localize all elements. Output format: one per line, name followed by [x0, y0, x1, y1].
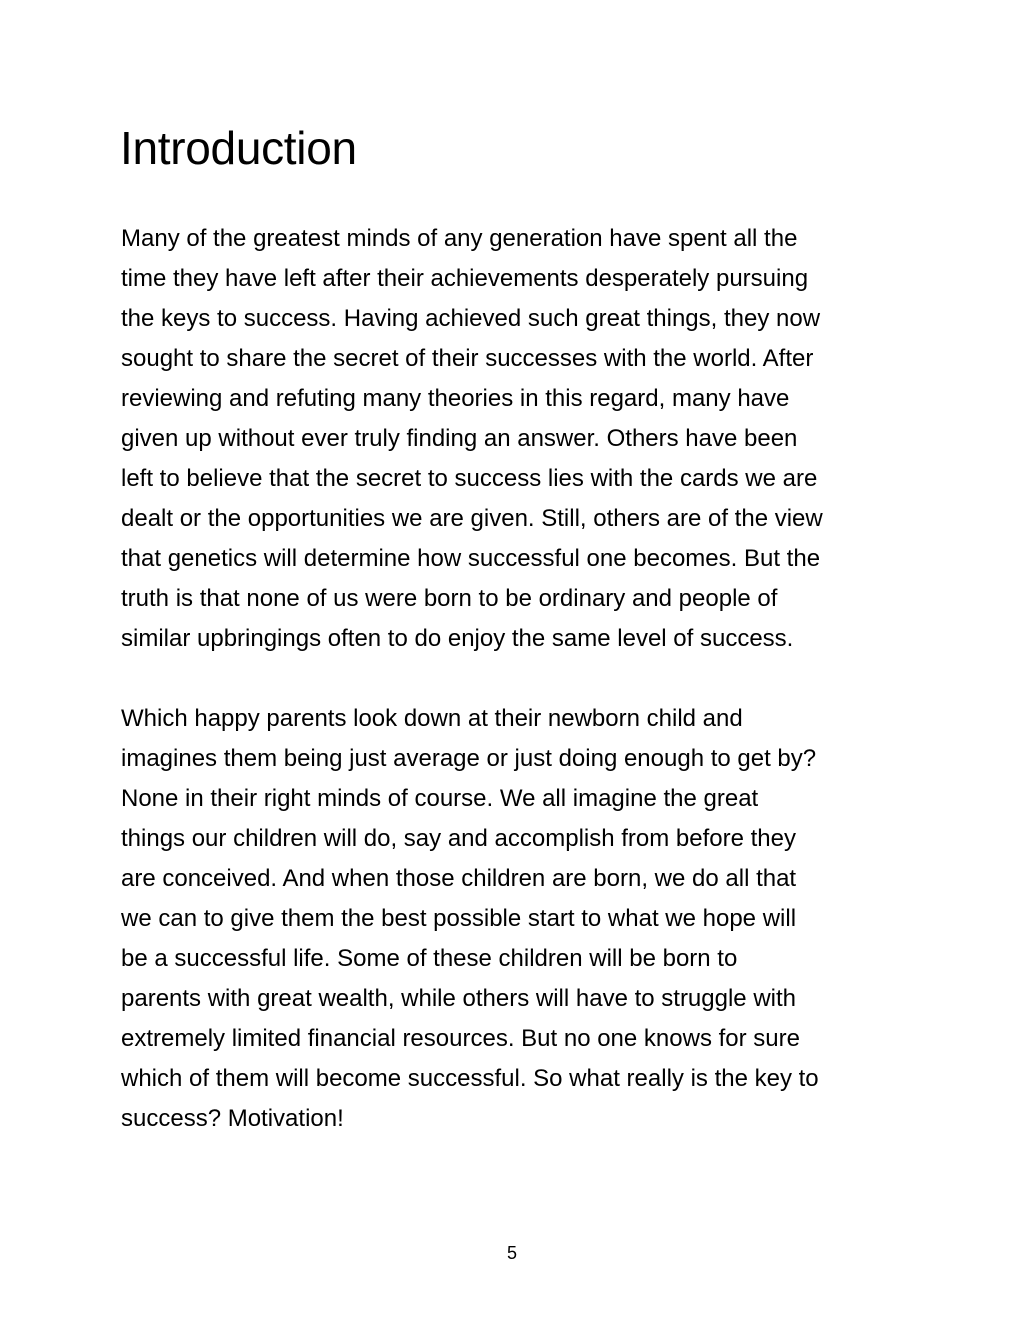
paragraph-line: None in their right minds of course. We all imagine the great — [121, 785, 759, 812]
paragraph-line: given up without ever truly finding an answer. Others have been — [121, 425, 798, 452]
paragraph-line: parents with great wealth, while others will have to struggle with — [121, 985, 796, 1012]
paragraph-line: imagines them being just average or just doing enough to get by? — [121, 745, 817, 772]
paragraph-line: similar upbringings often to do enjoy the same level of success. — [121, 625, 794, 652]
paragraph-line: we can to give them the best possible start to what we hope will — [121, 905, 797, 932]
paragraph-line: time they have left after their achievements desperately pursuing — [121, 265, 809, 292]
paragraph-line: sought to share the secret of their successes with the world. After — [121, 345, 814, 372]
page-number: 5 — [506, 1243, 517, 1263]
paragraph-line: things our children will do, say and accomplish from before they — [121, 825, 796, 852]
paragraph-line: extremely limited financial resources. But no one knows for sure — [121, 1025, 800, 1052]
paragraph-line: truth is that none of us were born to be ordinary and people of — [121, 585, 778, 612]
paragraph-2 — [121, 699, 921, 1139]
paragraph-1 — [121, 219, 921, 659]
page-title: Introduction — [120, 122, 357, 174]
paragraph-line: dealt or the opportunities we are given. Still, others are of the view — [121, 505, 823, 532]
paragraph-line: are conceived. And when those children are born, we do all that — [121, 865, 797, 892]
paragraph-line: success? Motivation! — [121, 1105, 344, 1132]
paragraph-line: reviewing and refuting many theories in this regard, many have — [121, 385, 790, 412]
paragraph-line: be a successful life. Some of these children will be born to — [121, 945, 738, 972]
paragraph-line: Which happy parents look down at their newborn child and — [121, 705, 743, 732]
paragraph-line: left to believe that the secret to success lies with the cards we are — [121, 465, 818, 492]
paragraph-line: Many of the greatest minds of any generation have spent all the — [121, 225, 798, 252]
paragraph-line: that genetics will determine how successful one becomes. But the — [121, 545, 821, 572]
paragraph-line: the keys to success. Having achieved such great things, they now — [121, 305, 821, 332]
paragraph-line: which of them will become successful. So what really is the key to — [121, 1065, 819, 1092]
